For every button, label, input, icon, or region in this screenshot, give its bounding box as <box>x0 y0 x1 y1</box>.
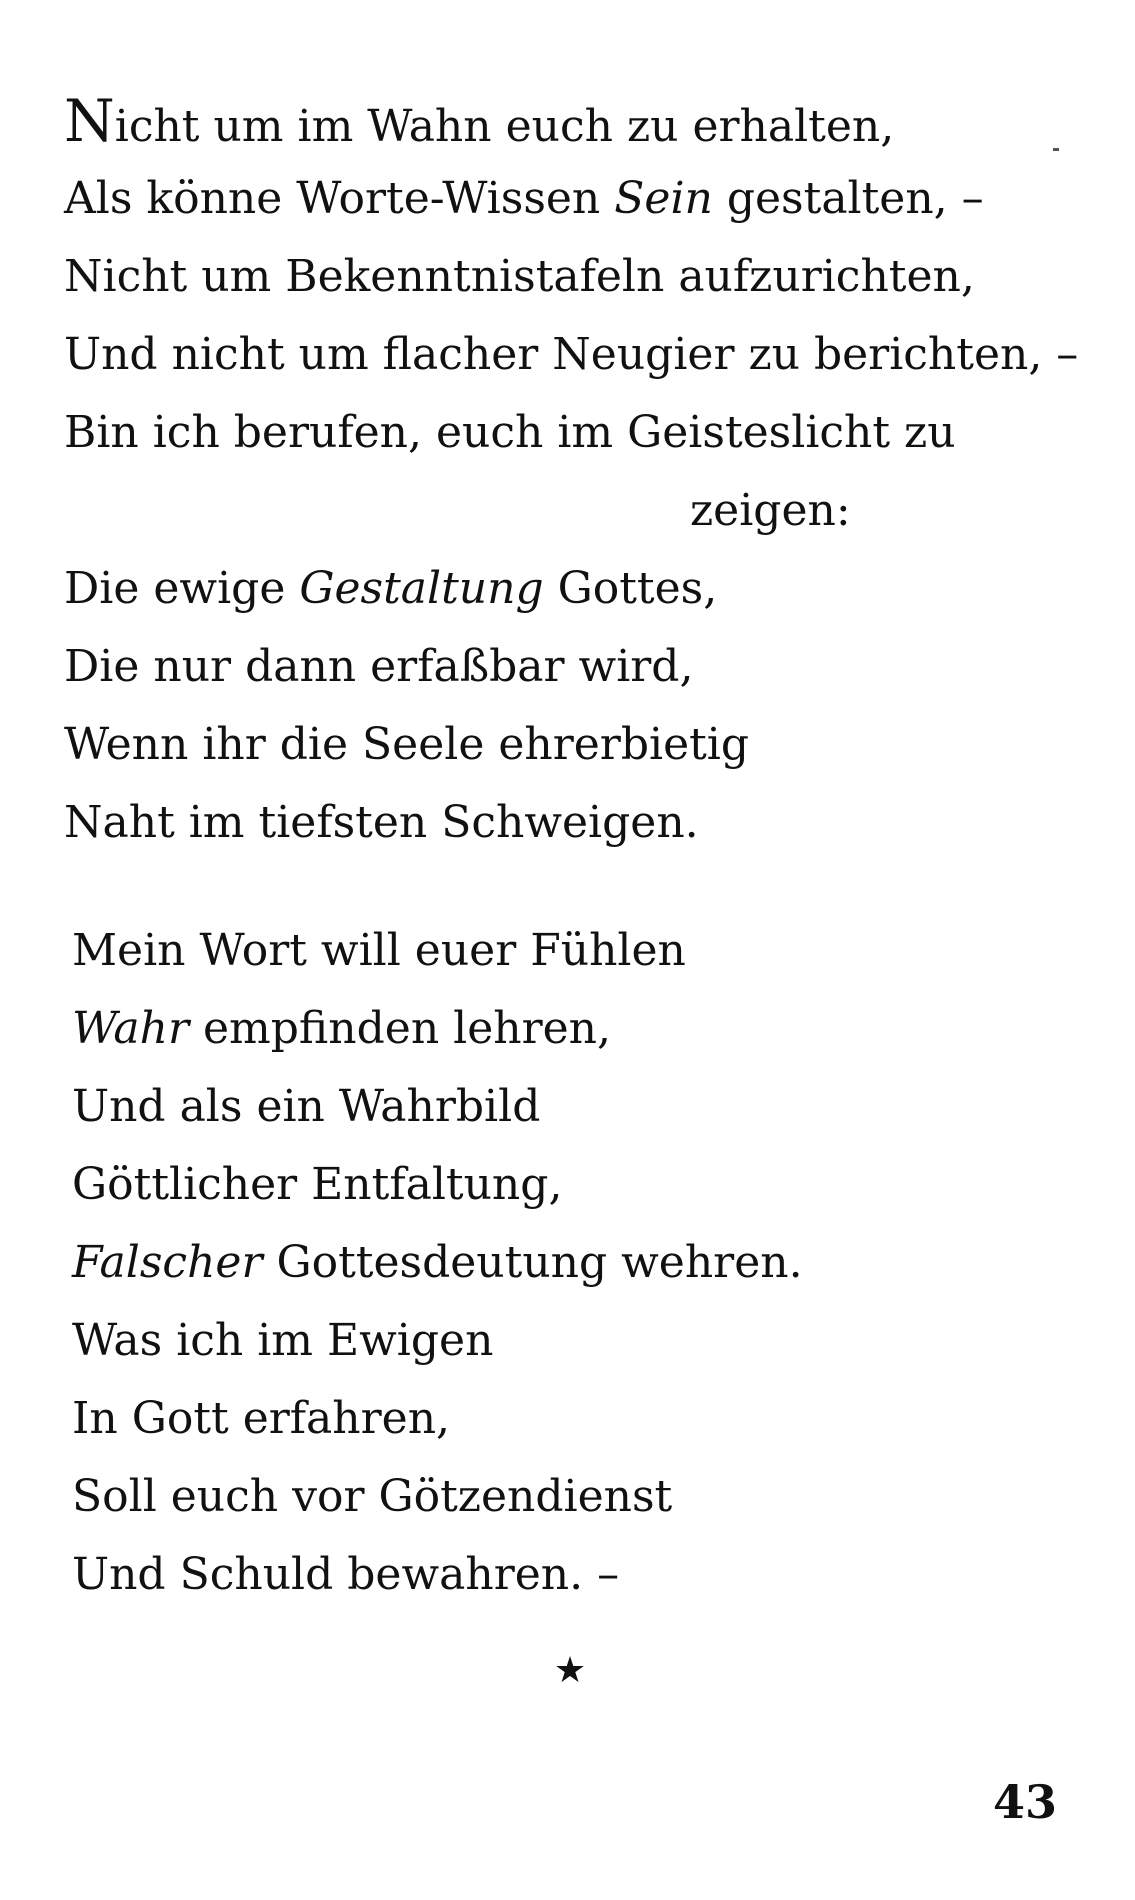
emphasis-word: Falscher <box>72 1237 263 1288</box>
poem-line <box>64 990 1064 1068</box>
poem-line-text: Gottes, <box>543 563 718 614</box>
stanza-2 <box>64 912 1064 1614</box>
poem-line-text: gestalten, – <box>712 173 984 224</box>
star-separator-icon: ★ <box>553 1650 587 1691</box>
poem-line-text: icht um im Wahn euch zu erhalten, <box>114 101 895 152</box>
poem-line-continuation: zeigen: <box>690 485 851 536</box>
poem-line <box>64 82 1064 160</box>
poem-line: Die nur dann erfaßbar wird, <box>64 641 694 692</box>
poem-line <box>64 160 1064 238</box>
poem-line: Soll euch vor Götzendienst <box>72 1471 673 1522</box>
poem-line: Mein Wort will euer Fühlen <box>72 925 686 976</box>
poem-line: Nicht um Bekenntnistafeln aufzurichten, <box>64 251 975 302</box>
poem-line-text: Als könne Worte-Wissen <box>64 173 615 224</box>
poem-line-text: empfinden lehren, <box>189 1003 611 1054</box>
poem-line <box>64 550 1064 628</box>
poem-line: Naht im tiefsten Schweigen. <box>64 797 699 848</box>
stanza-1 <box>64 82 1079 862</box>
poem-line-text: Gottesdeutung wehren. <box>262 1237 803 1288</box>
emphasis-word: Wahr <box>72 1003 190 1054</box>
poem-line: Göttlicher Entfaltung, <box>72 1159 563 1210</box>
poem-line: In Gott erfahren, <box>72 1393 451 1444</box>
poem-line: Und Schuld bewahren. – <box>72 1549 620 1600</box>
emphasis-word: Sein <box>614 173 713 224</box>
poem-line: Und als ein Wahrbild <box>72 1081 541 1132</box>
poem-line: Wenn ihr die Seele ehrerbietig <box>64 719 750 770</box>
poem <box>64 82 1079 1614</box>
page-number: 43 <box>992 1775 1057 1829</box>
poem-line-text: Die ewige <box>64 563 300 614</box>
poem-line: Was ich im Ewigen <box>72 1315 494 1366</box>
emphasis-word: Gestaltung <box>299 563 544 614</box>
stanza-gap <box>64 862 1064 912</box>
poem-line <box>64 1224 1064 1302</box>
poem-line: Bin ich berufen, euch im Geisteslicht zu <box>64 407 956 458</box>
poem-line: Und nicht um flacher Neugier zu berichten, – <box>64 329 1079 380</box>
initial-capital: N <box>64 87 115 155</box>
